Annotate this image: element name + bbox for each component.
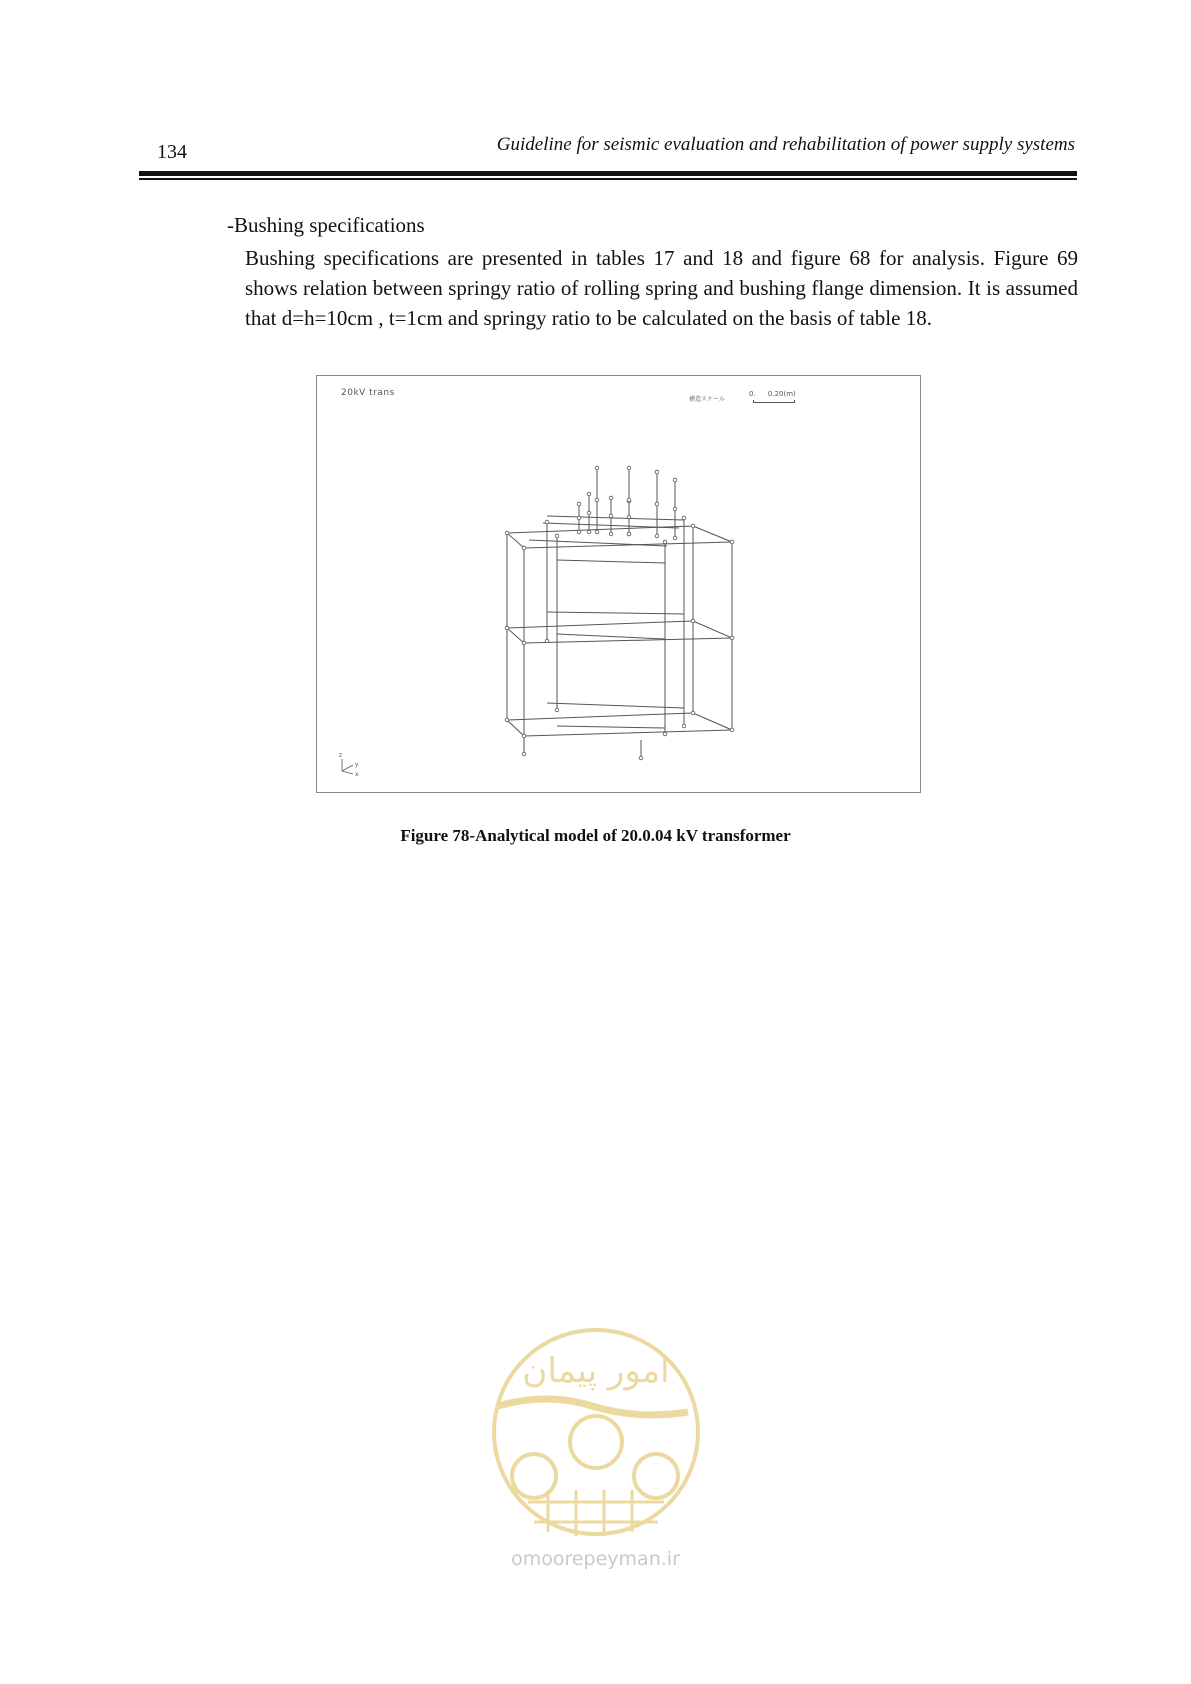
body-paragraph: Bushing specifications are presented in tables 17 and 18 and figure 68 for analysis. Figure 69 shows relation between springy ratio of rolling spring and bushing flange dimension. It is assumed that d=h=10cm , t=1cm and springy ratio to be calculated on the basis of table 18. bbox=[245, 246, 1078, 330]
model-node bbox=[627, 466, 631, 470]
axis-indicator bbox=[342, 759, 353, 774]
transformer-wireframe-model bbox=[317, 376, 922, 794]
model-member bbox=[524, 542, 732, 548]
model-node bbox=[595, 498, 599, 502]
model-node bbox=[522, 752, 526, 756]
model-node bbox=[505, 718, 509, 722]
model-member bbox=[557, 634, 665, 639]
model-node bbox=[655, 470, 659, 474]
model-member bbox=[547, 703, 684, 708]
scale-ticks: 0. 0.20(m) bbox=[749, 390, 796, 398]
model-node bbox=[577, 516, 581, 520]
model-member bbox=[693, 713, 732, 730]
axis-label-y: y bbox=[355, 761, 359, 768]
model-node bbox=[587, 511, 591, 515]
model-node bbox=[691, 524, 695, 528]
watermark-logo bbox=[488, 1326, 704, 1538]
model-node bbox=[577, 530, 581, 534]
model-node bbox=[505, 626, 509, 630]
gear-icon bbox=[634, 1454, 678, 1498]
model-node bbox=[673, 478, 677, 482]
model-node bbox=[555, 534, 559, 538]
axis-label-x: x bbox=[355, 771, 359, 778]
model-node bbox=[545, 639, 549, 643]
figure-caption: Figure 78-Analytical model of 20.0.04 kV transformer bbox=[400, 826, 791, 845]
model-node bbox=[730, 636, 734, 640]
model-node bbox=[639, 756, 643, 760]
model-node bbox=[663, 540, 667, 544]
model-node bbox=[627, 532, 631, 536]
model-node bbox=[609, 532, 613, 536]
model-node bbox=[730, 728, 734, 732]
model-node bbox=[609, 496, 613, 500]
model-member bbox=[547, 516, 684, 520]
model-node bbox=[691, 619, 695, 623]
section-heading: -Bushing specifications bbox=[227, 213, 425, 237]
model-member bbox=[524, 638, 732, 643]
model-node bbox=[682, 516, 686, 520]
model-node bbox=[655, 502, 659, 506]
model-title: 20kV trans bbox=[341, 388, 395, 398]
model-node bbox=[682, 724, 686, 728]
page-number: 134 bbox=[157, 141, 187, 163]
model-node bbox=[691, 711, 695, 715]
model-node bbox=[587, 492, 591, 496]
model-node bbox=[730, 540, 734, 544]
model-node bbox=[555, 708, 559, 712]
model-node bbox=[609, 514, 613, 518]
watermark-url: omoorepeyman.ir bbox=[511, 1548, 680, 1570]
model-member bbox=[529, 540, 667, 546]
model-node bbox=[577, 502, 581, 506]
model-node bbox=[673, 536, 677, 540]
figure-frame bbox=[316, 375, 921, 793]
gear-icon bbox=[570, 1416, 622, 1468]
header-rule-thick bbox=[139, 171, 1077, 176]
model-node bbox=[522, 546, 526, 550]
model-node bbox=[627, 515, 631, 519]
model-node bbox=[673, 507, 677, 511]
model-node bbox=[505, 531, 509, 535]
model-node bbox=[627, 498, 631, 502]
model-member bbox=[547, 612, 684, 614]
running-title: Guideline for seismic evaluation and rehabilitation of power supply systems bbox=[496, 134, 1075, 155]
model-member bbox=[693, 526, 732, 542]
model-node bbox=[655, 534, 659, 538]
svg-text:امور پیمان: امور پیمان bbox=[522, 1351, 670, 1391]
model-node bbox=[663, 732, 667, 736]
model-member bbox=[507, 628, 524, 643]
header-rule-thin bbox=[139, 178, 1077, 180]
model-node bbox=[587, 530, 591, 534]
model-node bbox=[522, 734, 526, 738]
model-member bbox=[557, 726, 665, 728]
model-member bbox=[557, 560, 665, 563]
model-member bbox=[507, 720, 524, 736]
axis-label-z: z bbox=[339, 752, 343, 759]
model-node bbox=[595, 466, 599, 470]
model-member bbox=[507, 533, 524, 548]
scale-label: 構造スケール bbox=[689, 396, 725, 403]
model-node bbox=[595, 530, 599, 534]
model-node bbox=[545, 520, 549, 524]
model-node bbox=[522, 641, 526, 645]
model-member bbox=[524, 730, 732, 736]
model-member bbox=[693, 621, 732, 638]
